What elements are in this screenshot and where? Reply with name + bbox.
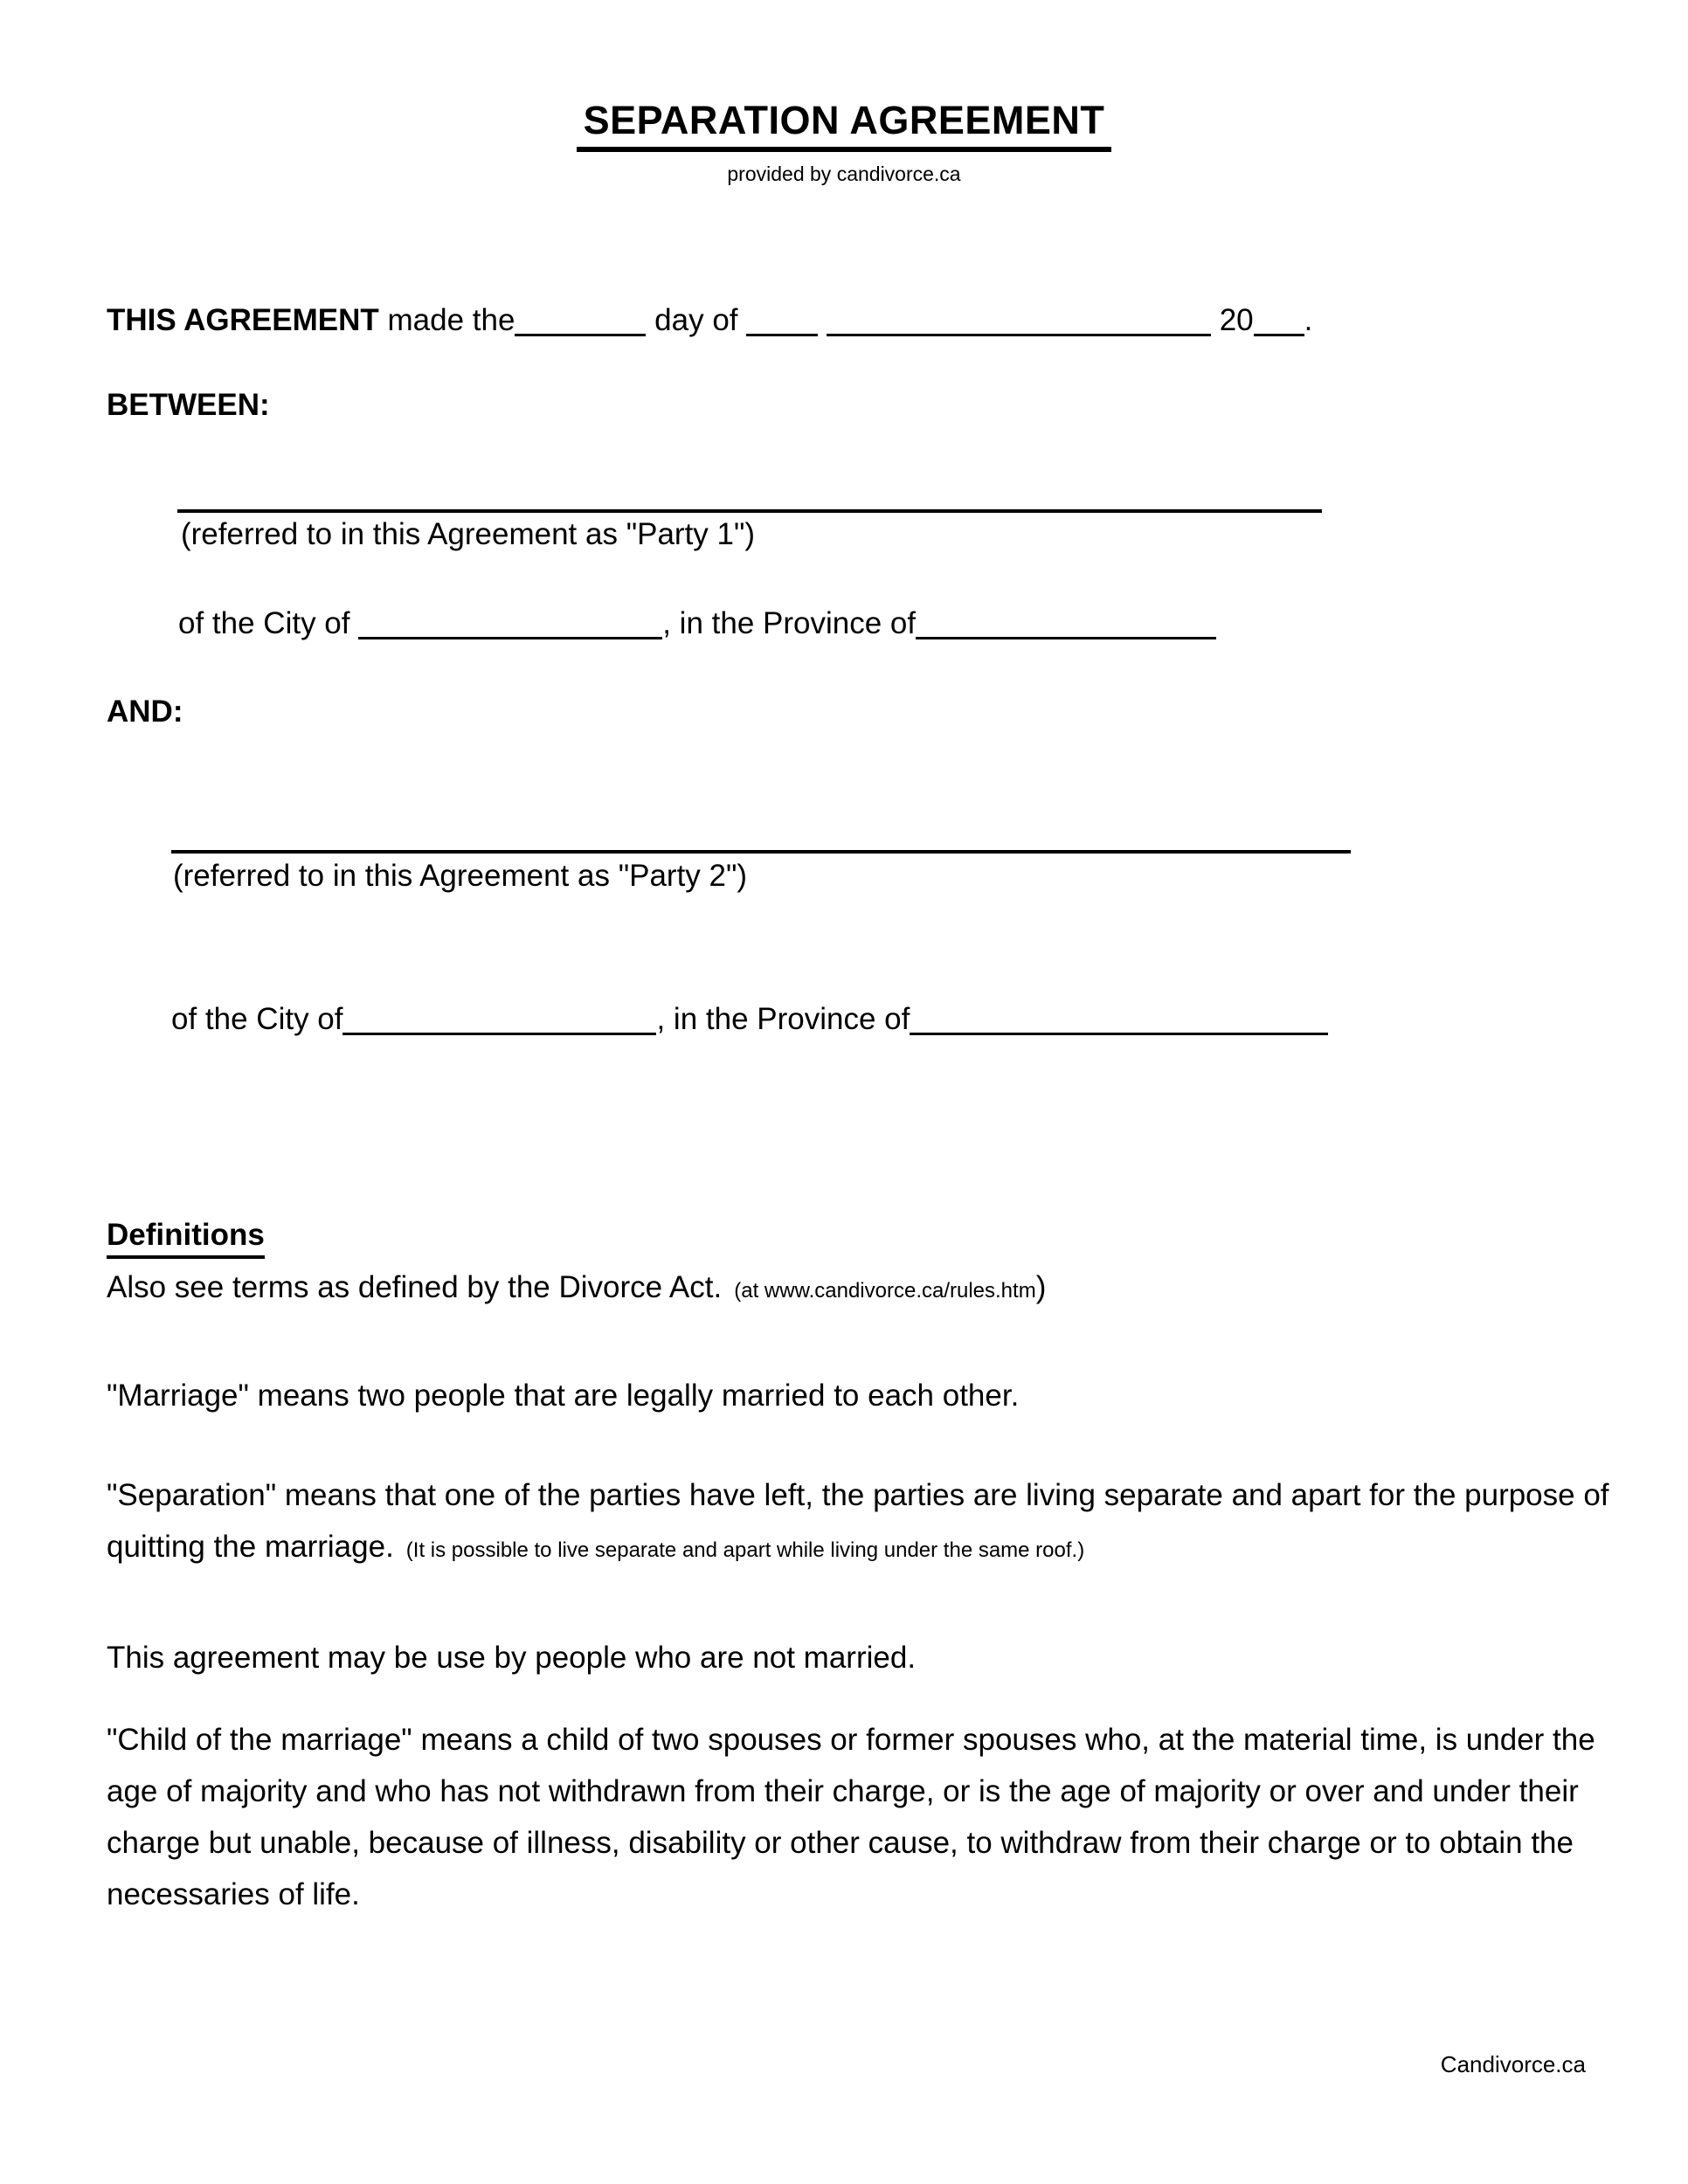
child-definition: "Child of the marriage" means a child of two spouses or former spouses who, at the material time, is under the age of majority and who has not withdrawn from their charge, or is the age of majority or over and under their charge but unable, because of illness, disability or other cause, to withdraw from their charge or to obtain the necessaries of life. [107, 1723, 1595, 1911]
also-see-text: Also see terms as defined by the Divorce Act. [107, 1270, 723, 1304]
party1-city-blank [358, 605, 662, 639]
party2-province-blank [910, 1000, 1328, 1035]
also-see-close-paren: ) [1035, 1270, 1047, 1304]
month-blank-long [827, 301, 1211, 336]
party2-name-line [171, 850, 1351, 854]
party2-city-line [171, 1000, 1328, 1039]
also-see-url-small: (at www.candivorce.ca/rules.htm [734, 1279, 1036, 1303]
year-blank [1254, 301, 1304, 336]
separation-note-small: (It is possible to live separate and apart while living under the same roof.) [405, 1538, 1085, 1562]
year-prefix-text: 20 [1210, 303, 1254, 337]
definitions-heading-block [107, 1218, 265, 1259]
party2-note: (referred to in this Agreement as "Party 2") [173, 859, 748, 893]
party2-city-blank [342, 1000, 656, 1035]
this-agreement-label: THIS AGREEMENT [107, 303, 379, 337]
footer-brand: Candivorce.ca [1440, 2051, 1586, 2077]
separation-definition [107, 1469, 1631, 1576]
party1-city-line [178, 605, 1216, 643]
definitions-heading: Definitions [107, 1218, 265, 1259]
separation-text: "Separation" means that one of the parties have left, the parties are living separate and apart for the purpose of quitting the marriage. [107, 1478, 1609, 1564]
party1-province-join: , in the Province of [662, 606, 917, 640]
also-see-line [107, 1268, 1046, 1310]
page-subtitle: provided by candivorce.ca [727, 162, 961, 185]
party1-name-line [177, 509, 1322, 513]
made-the-text: made the [378, 303, 515, 337]
title-block [0, 98, 1688, 152]
day-of-text: day of [646, 303, 747, 337]
day-number-blank [515, 301, 646, 336]
unmarried-note: This agreement may be use by people who are not married. [107, 1641, 917, 1675]
gap-text [818, 303, 827, 337]
party2-city-prefix: of the City of [171, 1002, 343, 1036]
party1-note: (referred to in this Agreement as "Party 1") [181, 517, 756, 551]
period-text: . [1304, 303, 1313, 337]
party1-city-prefix: of the City of [178, 606, 359, 640]
marriage-definition: "Marriage" means two people that are legally married to each other. [107, 1379, 1020, 1413]
and-label: AND: [107, 695, 183, 729]
between-label: BETWEEN: [107, 388, 270, 422]
party1-province-blank [916, 605, 1216, 639]
month-blank-short [746, 301, 818, 336]
page-title: SEPARATION AGREEMENT [577, 98, 1112, 152]
agreement-date-line [107, 301, 1312, 340]
party2-province-join: , in the Province of [656, 1002, 910, 1036]
